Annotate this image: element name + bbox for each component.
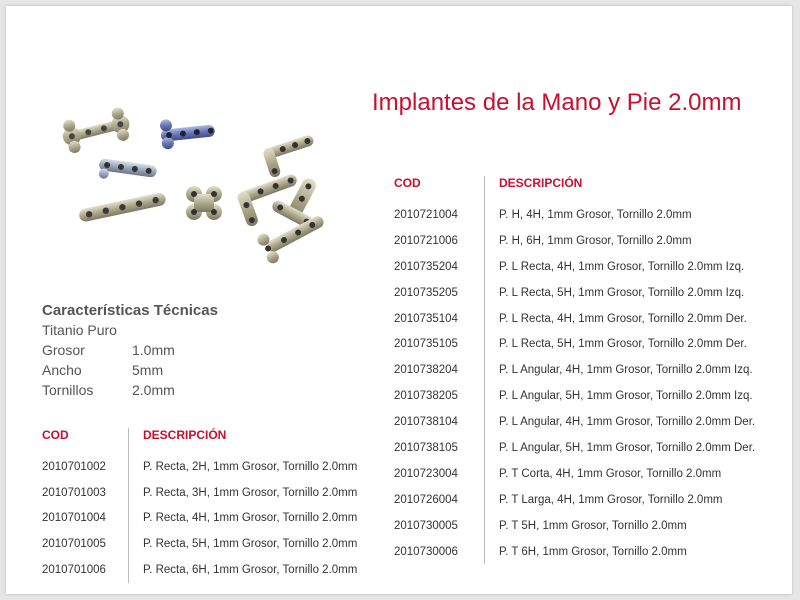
left-product-table <box>42 428 357 583</box>
right-product-table <box>394 176 755 564</box>
product-code: 2010721004 <box>394 208 458 221</box>
product-description: P. Recta, 5H, 1mm Grosor, Tornillo 2.0mm <box>129 531 358 557</box>
spec-row-grosor <box>42 340 342 360</box>
table-row <box>42 506 357 532</box>
column-header-descripcion: DESCRIPCIÓN <box>129 428 358 454</box>
product-code: 2010735105 <box>394 338 458 351</box>
product-code: 2010738105 <box>394 441 458 454</box>
spec-row-tornillos <box>42 380 342 400</box>
blue-plate <box>159 114 216 149</box>
product-code: 2010730005 <box>394 519 458 532</box>
product-code: 2010738205 <box>394 390 458 403</box>
product-code: 2010701003 <box>42 486 106 499</box>
product-description: P. T Larga, 4H, 1mm Grosor, Tornillo 2.0mm <box>485 487 756 513</box>
spec-label: Grosor <box>42 342 85 358</box>
h-plate-small <box>59 106 133 155</box>
table-row <box>394 435 755 461</box>
table-row <box>394 254 755 280</box>
spec-value: 5mm <box>132 362 164 378</box>
product-description: P. L Recta, 5H, 1mm Grosor, Tornillo 2.0mm Izq. <box>485 280 756 306</box>
spec-label: Ancho <box>42 362 82 378</box>
table-row <box>394 228 755 254</box>
spec-label: Tornillos <box>42 382 94 398</box>
product-code: 2010730006 <box>394 545 458 558</box>
table-row <box>394 461 755 487</box>
table-row <box>42 480 357 506</box>
product-description: P. L Angular, 5H, 1mm Grosor, Tornillo 2.0mm Der. <box>485 435 756 461</box>
product-code: 2010735204 <box>394 260 458 273</box>
specs-heading: Características Técnicas <box>42 302 218 319</box>
table-row <box>394 331 755 357</box>
table-row <box>394 383 755 409</box>
product-description: P. H, 4H, 1mm Grosor, Tornillo 2.0mm <box>485 202 756 228</box>
product-code: 2010701002 <box>42 460 106 473</box>
product-image <box>48 106 368 296</box>
product-description: P. L Recta, 4H, 1mm Grosor, Tornillo 2.0mm Der. <box>485 306 756 332</box>
product-description: P. Recta, 6H, 1mm Grosor, Tornillo 2.0mm <box>129 557 358 583</box>
column-header-cod: COD <box>42 428 69 442</box>
product-description: P. T Corta, 4H, 1mm Grosor, Tornillo 2.0mm <box>485 461 756 487</box>
spec-value: 1.0mm <box>132 342 175 358</box>
spec-value: 2.0mm <box>132 382 175 398</box>
table-row <box>394 306 755 332</box>
table-row <box>394 513 755 539</box>
table-row <box>394 202 755 228</box>
cross-plate <box>186 186 222 220</box>
product-description: P. Recta, 4H, 1mm Grosor, Tornillo 2.0mm <box>129 506 358 532</box>
product-code: 2010738104 <box>394 416 458 429</box>
table-row <box>42 531 357 557</box>
product-description: P. T 5H, 1mm Grosor, Tornillo 2.0mm <box>485 513 756 539</box>
table-row <box>394 280 755 306</box>
product-code: 2010701005 <box>42 538 106 551</box>
table-row <box>42 557 357 583</box>
table-header-row <box>42 428 357 454</box>
product-description: P. H, 6H, 1mm Grosor, Tornillo 2.0mm <box>485 228 756 254</box>
product-code: 2010735104 <box>394 312 458 325</box>
table-row <box>394 539 755 565</box>
table-row <box>42 454 357 480</box>
product-code: 2010726004 <box>394 493 458 506</box>
product-description: P. Recta, 3H, 1mm Grosor, Tornillo 2.0mm <box>129 480 358 506</box>
product-code: 2010701004 <box>42 512 106 525</box>
specs-material: Titanio Puro <box>42 322 117 338</box>
product-description: P. L Recta, 5H, 1mm Grosor, Tornillo 2.0mm Der. <box>485 331 756 357</box>
product-description: P. L Angular, 4H, 1mm Grosor, Tornillo 2.0mm Der. <box>485 409 756 435</box>
steel-plate <box>97 158 157 186</box>
product-code: 2010738204 <box>394 364 458 377</box>
table-row <box>394 487 755 513</box>
product-description: P. L Angular, 4H, 1mm Grosor, Tornillo 2.0mm Izq. <box>485 357 756 383</box>
technical-specs <box>42 301 342 400</box>
column-header-descripcion: DESCRIPCIÓN <box>485 176 756 202</box>
straight-plate-long <box>78 192 167 223</box>
table-row <box>394 357 755 383</box>
l-plate-top <box>262 134 321 179</box>
table-row <box>394 409 755 435</box>
product-code: 2010721006 <box>394 234 458 247</box>
table-header-row <box>394 176 755 202</box>
product-code: 2010735205 <box>394 286 458 299</box>
catalog-page <box>6 6 792 594</box>
spec-row-ancho <box>42 360 342 380</box>
product-description: P. L Angular, 5H, 1mm Grosor, Tornillo 2.0mm Izq. <box>485 383 756 409</box>
product-description: P. Recta, 2H, 1mm Grosor, Tornillo 2.0mm <box>129 454 358 480</box>
product-description: P. L Recta, 4H, 1mm Grosor, Tornillo 2.0mm Izq. <box>485 254 756 280</box>
product-code: 2010701006 <box>42 564 106 577</box>
product-code: 2010723004 <box>394 467 458 480</box>
page-title: Implantes de la Mano y Pie 2.0mm <box>372 89 742 116</box>
product-description: P. T 6H, 1mm Grosor, Tornillo 2.0mm <box>485 539 756 565</box>
column-header-cod: COD <box>394 176 421 190</box>
